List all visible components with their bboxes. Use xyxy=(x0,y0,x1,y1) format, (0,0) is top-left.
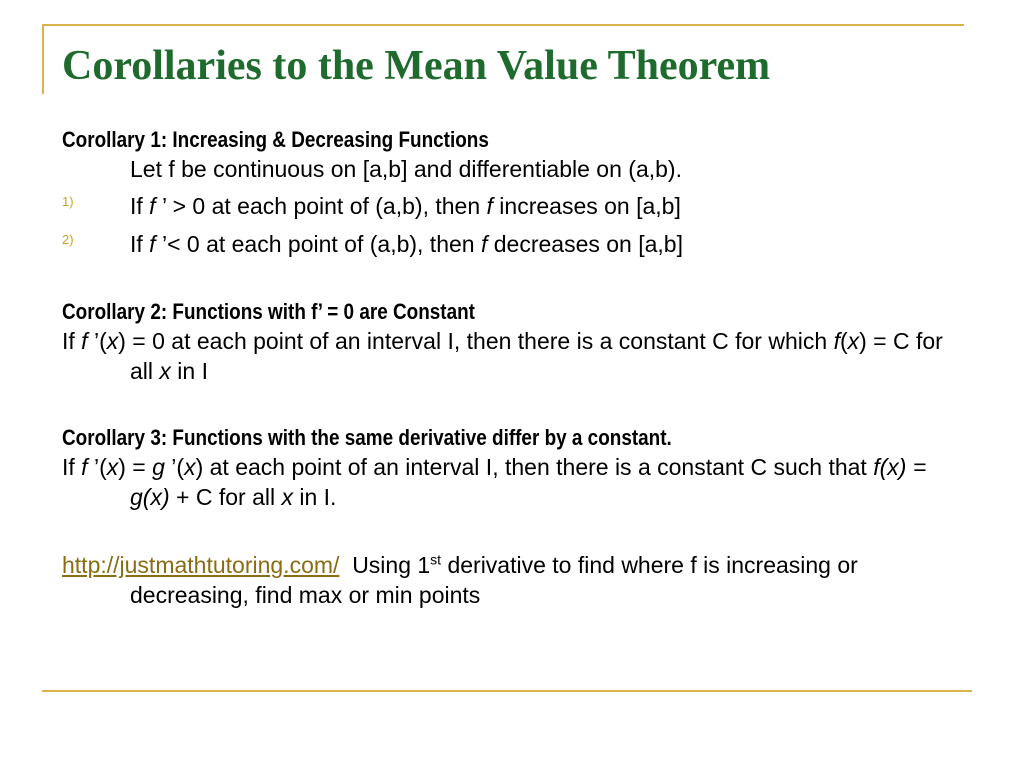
corollary-2-statement: If f ’(x) = 0 at each point of an interval I, then there is a constant C for which f(x) = C for all x in I xyxy=(62,328,943,384)
corollary-3-heading: Corollary 3: Functions with the same derivative differ by a constant. xyxy=(62,425,672,450)
list-item: 1) If f ’ > 0 at each point of (a,b), then f increases on [a,b] xyxy=(62,193,681,219)
corollary-2-heading: Corollary 2: Functions with f’ = 0 are Constant xyxy=(62,299,475,324)
corollary-3-statement: If f ’(x) = g ’(x) at each point of an interval I, then there is a constant C such that f(x) = g(x) + C for all x in I. xyxy=(62,454,927,510)
frame-bottom-rule xyxy=(42,690,972,692)
item-number: 2) xyxy=(62,232,74,247)
frame-left-rule xyxy=(42,24,44,94)
corollary-1-intro: Let f be continuous on [a,b] and differentiable on (a,b). xyxy=(130,156,682,182)
item-number: 1) xyxy=(62,194,74,209)
frame-top-rule xyxy=(42,24,964,26)
corollary-1-heading: Corollary 1: Increasing & Decreasing Functions xyxy=(62,127,489,152)
slide-body xyxy=(62,126,972,610)
list-item: 2) If f ’< 0 at each point of (a,b), then f decreases on [a,b] xyxy=(62,231,683,257)
slide-title: Corollaries to the Mean Value Theorem xyxy=(62,43,771,89)
footer-note: http://justmathtutoring.com/ Using 1st derivative to find where f is increasing or decreasing, find max or min points xyxy=(62,551,858,608)
tutoring-link[interactable]: http://justmathtutoring.com/ xyxy=(62,552,340,578)
